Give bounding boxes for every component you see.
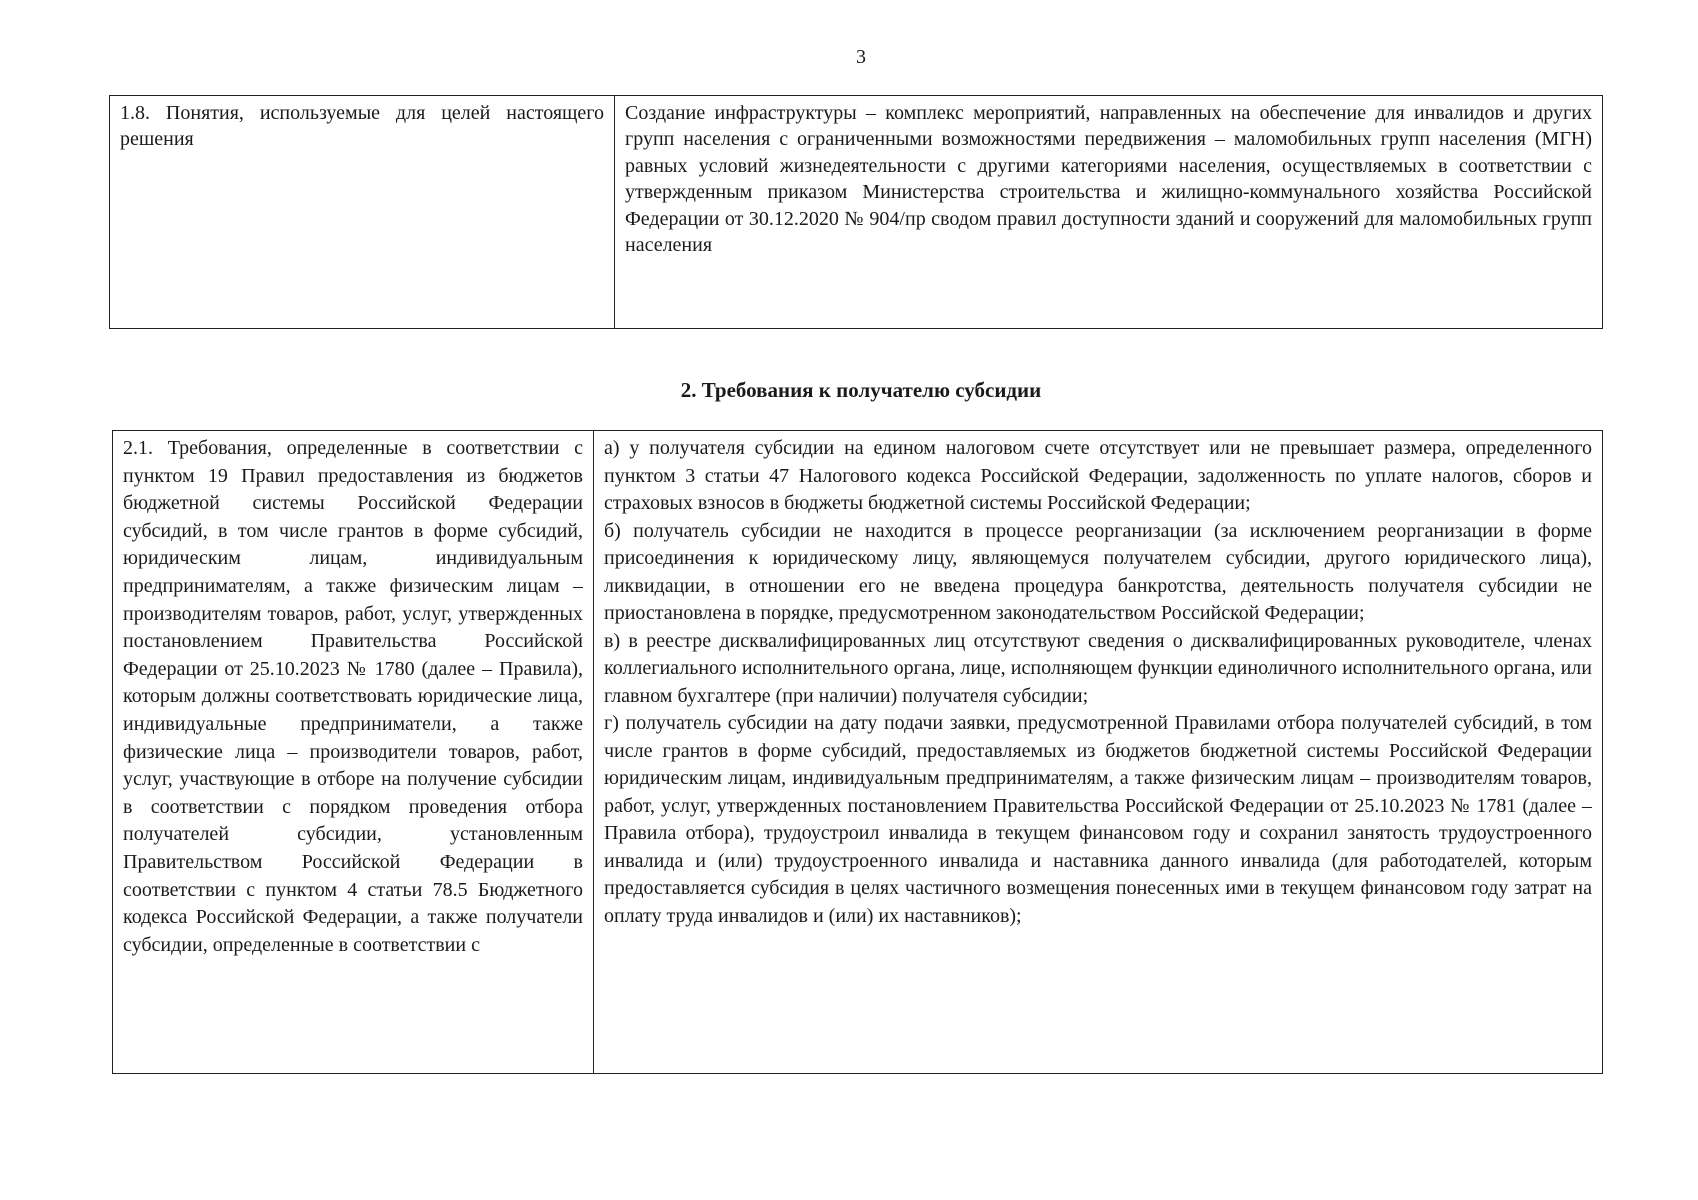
section-heading: 2. Требования к получателю субсидии bbox=[680, 378, 1042, 402]
definition-label-cell: 1.8. Понятия, используемые для целей настоящего решения bbox=[110, 96, 615, 329]
requirements-table bbox=[112, 430, 1603, 1074]
requirements-label-text: 2.1. Требования, определенные в соответствии с пунктом 19 Правил предоставления из бюджетов бюджетной системы Российской Федерации субсидий, в том числе грантов в форме субсидий, юридическим лицам, индивидуальным предпринимателям, а также физическим лицам – производителям товаров, работ, услуг, утвержденных постановлением Правительства Российской Федерации от 25.10.2023 № 1780 (далее – Правила), которым должны соответствовать юридические лица, индивидуальные предприниматели, а также физические лица – производители товаров, работ, услуг, участвующие в отборе на получение субсидии в соответствии с порядком проведения отбора получателей субсидии, установленным Правительством Российской Федерации в соответствии с пунктом 4 статьи 78.5 Бюджетного кодекса Российской Федерации, а также получатели субсидии, определенные в соответствии с bbox=[123, 437, 583, 956]
list-item: а) у получателя субсидии на едином налоговом счете отсутствует или не превышает размера, определенного пунктом 3 статьи 47 Налогового кодекса Российской Федерации, задолженность по уплате налогов, сборов и страховых взносов в бюджеты бюджетной системы Российской Федерации; bbox=[604, 437, 1592, 514]
definition-content-cell: Создание инфраструктуры – комплекс мероприятий, направленных на обеспечение для инвалидов и других групп населения с ограниченными возможностями передвижения – маломобильных групп населения (МГН) равных условий жизнедеятельности с другими категориями населения, осуществляемых в соответствии с утвержденным приказом Министерства строительства и жилищно-коммунального хозяйства Российской Федерации от 30.12.2020 № 904/пр сводом правил доступности зданий и сооружений для маломобильных групп населения bbox=[615, 96, 1603, 329]
table-row bbox=[113, 431, 1603, 1074]
list-item: г) получатель субсидии на дату подачи заявки, предусмотренной Правилами отбора получателей субсидий, в том числе грантов в форме субсидий, предоставляемых из бюджетов бюджетной системы Российской Федерации юридическим лицам, индивидуальным предпринимателям, а также физическим лицам – производителям товаров, работ, услуг, утвержденных постановлением Правительства Российской Федерации от 25.10.2023 № 1781 (далее – Правила отбора), трудоустроил инвалида в текущем финансовом году и сохранил занятость трудоустроенного инвалида и (или) трудоустроенного инвалида и наставника данного инвалида (для работодателей, которым предоставляется субсидия в целях частичного возмещения понесенных ими в текущем финансовом году затрат на оплату труда инвалидов и (или) их наставников); bbox=[604, 712, 1592, 927]
page-number: 3 bbox=[856, 46, 866, 68]
requirements-label-cell bbox=[113, 431, 594, 1074]
requirements-items-list bbox=[604, 435, 1592, 1073]
definitions-table bbox=[109, 95, 1603, 329]
list-item: в) в реестре дисквалифицированных лиц отсутствуют сведения о дисквалифицированных руководителе, членах коллегиального исполнительного органа, лице, исполняющем функции единоличного исполнительного органа, или главном бухгалтере (при наличии) получателя субсидии; bbox=[604, 629, 1592, 707]
requirements-items-cell bbox=[594, 431, 1603, 1074]
table-row bbox=[110, 96, 1603, 329]
list-item: б) получатель субсидии не находится в процессе реорганизации (за исключением реорганизации в форме присоединения к юридическому лицу, являющемуся получателем субсидии, другого юридического лица), ликвидации, в отношении его не введена процедура банкротства, деятельность получателя субсидии не приостановлена в порядке, предусмотренном законодательством Российской Федерации; bbox=[604, 519, 1592, 624]
